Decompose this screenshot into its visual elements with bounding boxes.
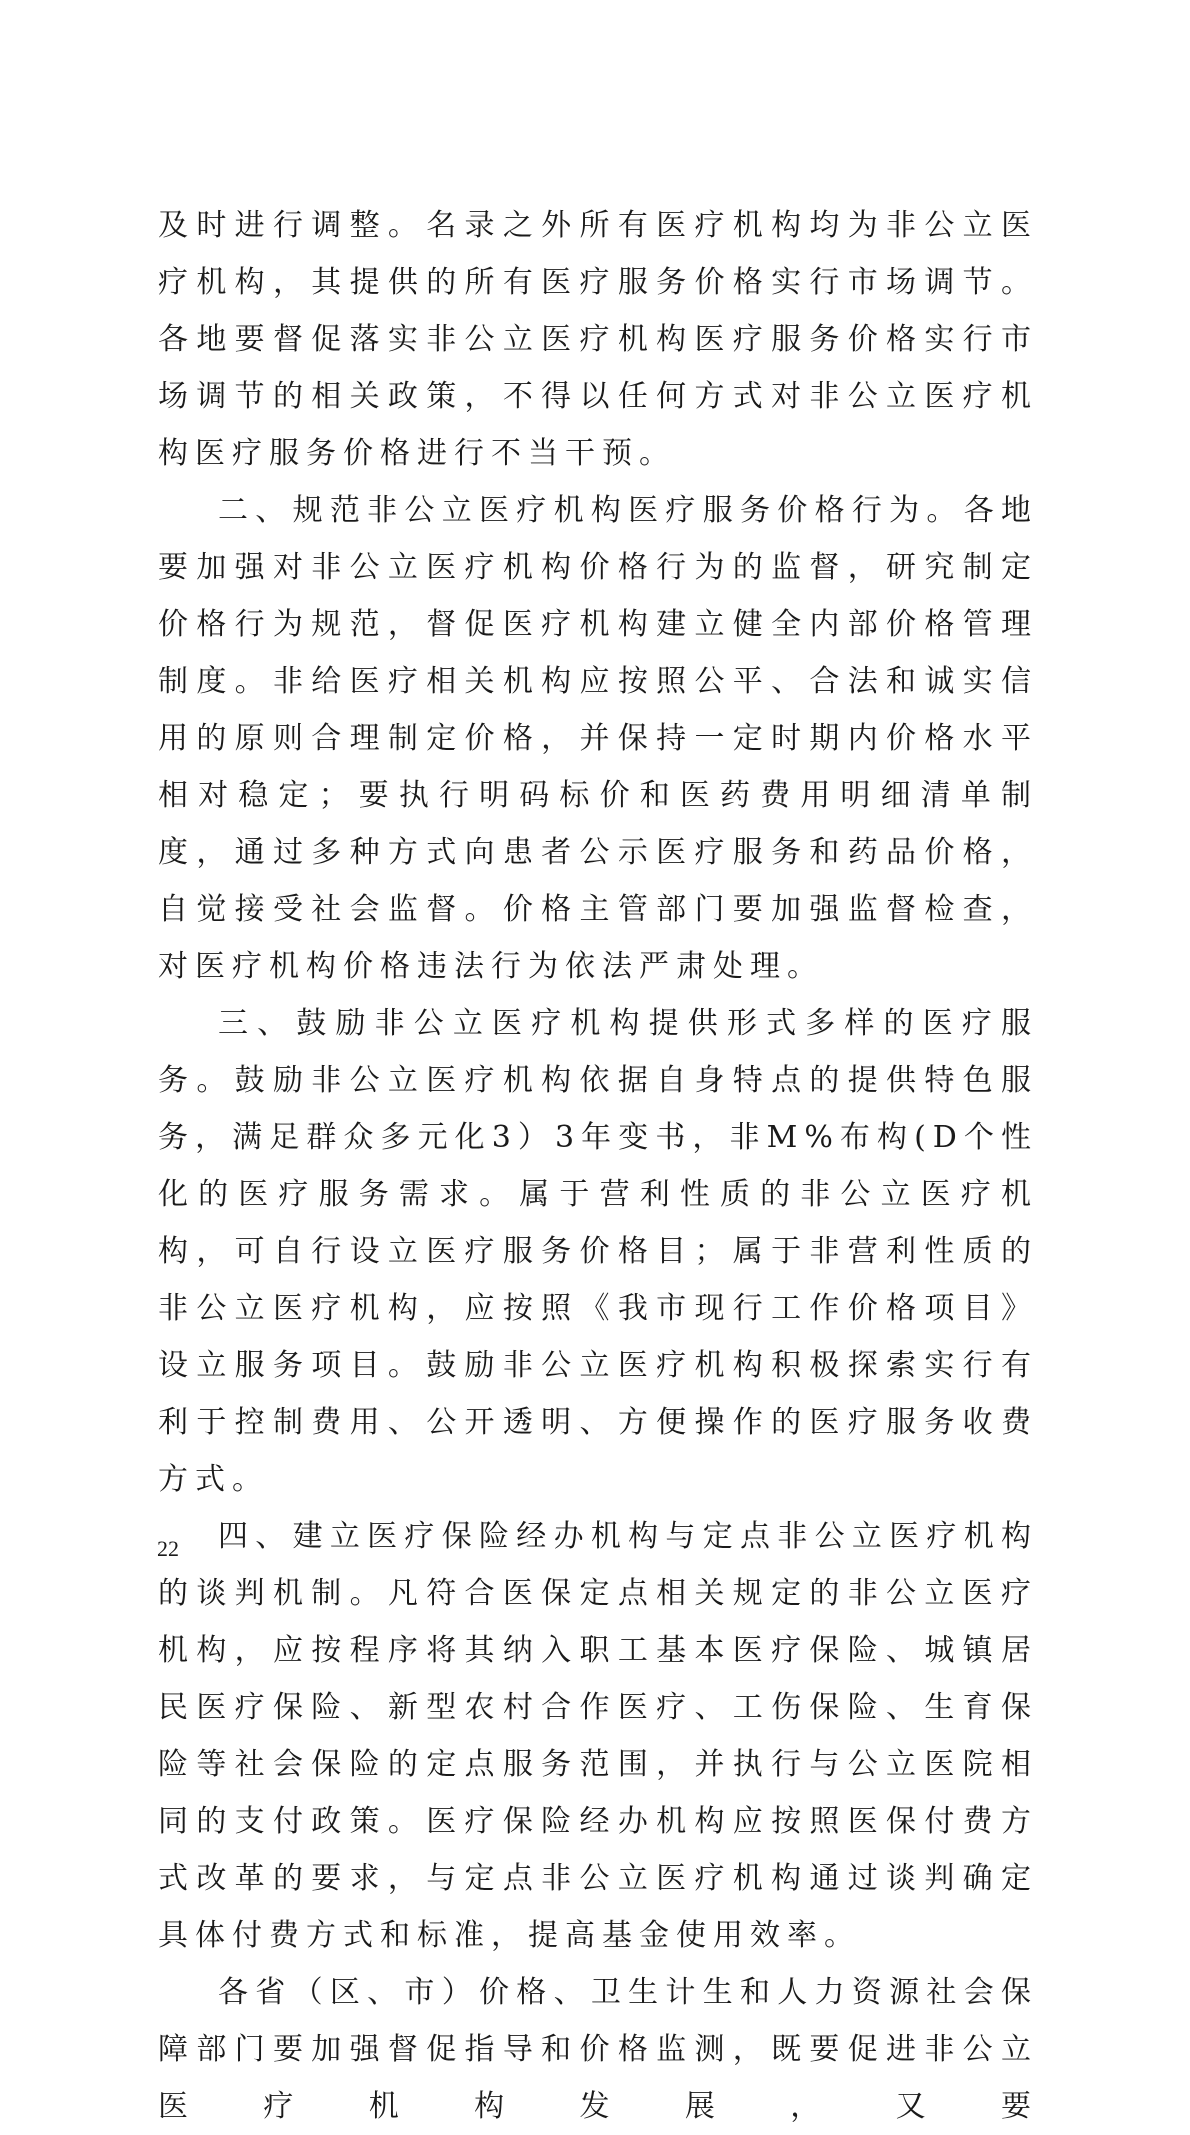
paragraph-section-four: 四、建立医疗保险经办机构与定点非公立医疗机构的谈判机制。凡符合医保定点相关规定的非公立医疗机构，应按程序将其纳入职工基本医疗保险、城镇居民医疗保险、新型农村合作医疗、工伤保险、生育保险等社会保险的定点服务范围，并执行与公立医院相同的支付政策。医疗保险经办机构应按照医保付费方式改革的要求，与定点非公立医疗机构通过谈判确定具体付费方式和标准，提高基金使用效率。 [158, 1519, 1038, 1953]
page-number: 22 [157, 1536, 179, 1561]
paragraph-section-three: 三、鼓励非公立医疗机构提供形式多样的医疗服务。鼓励非公立医疗机构依据自身特点的提供特色服务，满足群众多元化3）3年变书，非M%布构(D个性化的医疗服务需求。属于营利性质的非公立医疗机构，可自行设立医疗服务价格目；属于非营利性质的非公立医疗机构，应按照《我市现行工作价格项目》设立服务项目。鼓励非公立医疗机构积极探索实行有利于控制费用、公开透明、方便操作的医疗服务收费方式。 [158, 1006, 1038, 1497]
paragraph-section-two: 二、规范非公立医疗机构医疗服务价格行为。各地要加强对非公立医疗机构价格行为的监督，研究制定价格行为规范，督促医疗机构建立健全内部价格管理制度。非给医疗相关机构应按照公平、合法和诚实信用的原则合理制定价格，并保持一定时期内价格水平相对稳定；要执行明码标价和医药费用明细清单制度，通过多种方式向患者公示医疗服务和药品价格，自觉接受社会监督。价格主管部门要加强监督检查，对医疗机构价格违法行为依法严肃处理。 [158, 493, 1038, 984]
body-text [158, 197, 1038, 2135]
paragraph-closing: 各省（区、市）价格、卫生计生和人力资源社会保障部门要加强督促指导和价格监测，既要促进非公立医疗机构发展，又要 [158, 1975, 1038, 2124]
paragraph-continuation: 及时进行调整。名录之外所有医疗机构均为非公立医疗机构，其提供的所有医疗服务价格实行市场调节。各地要督促落实非公立医疗机构医疗服务价格实行市场调节的相关政策，不得以任何方式对非公立医疗机构医疗服务价格进行不当干预。 [158, 208, 1038, 471]
